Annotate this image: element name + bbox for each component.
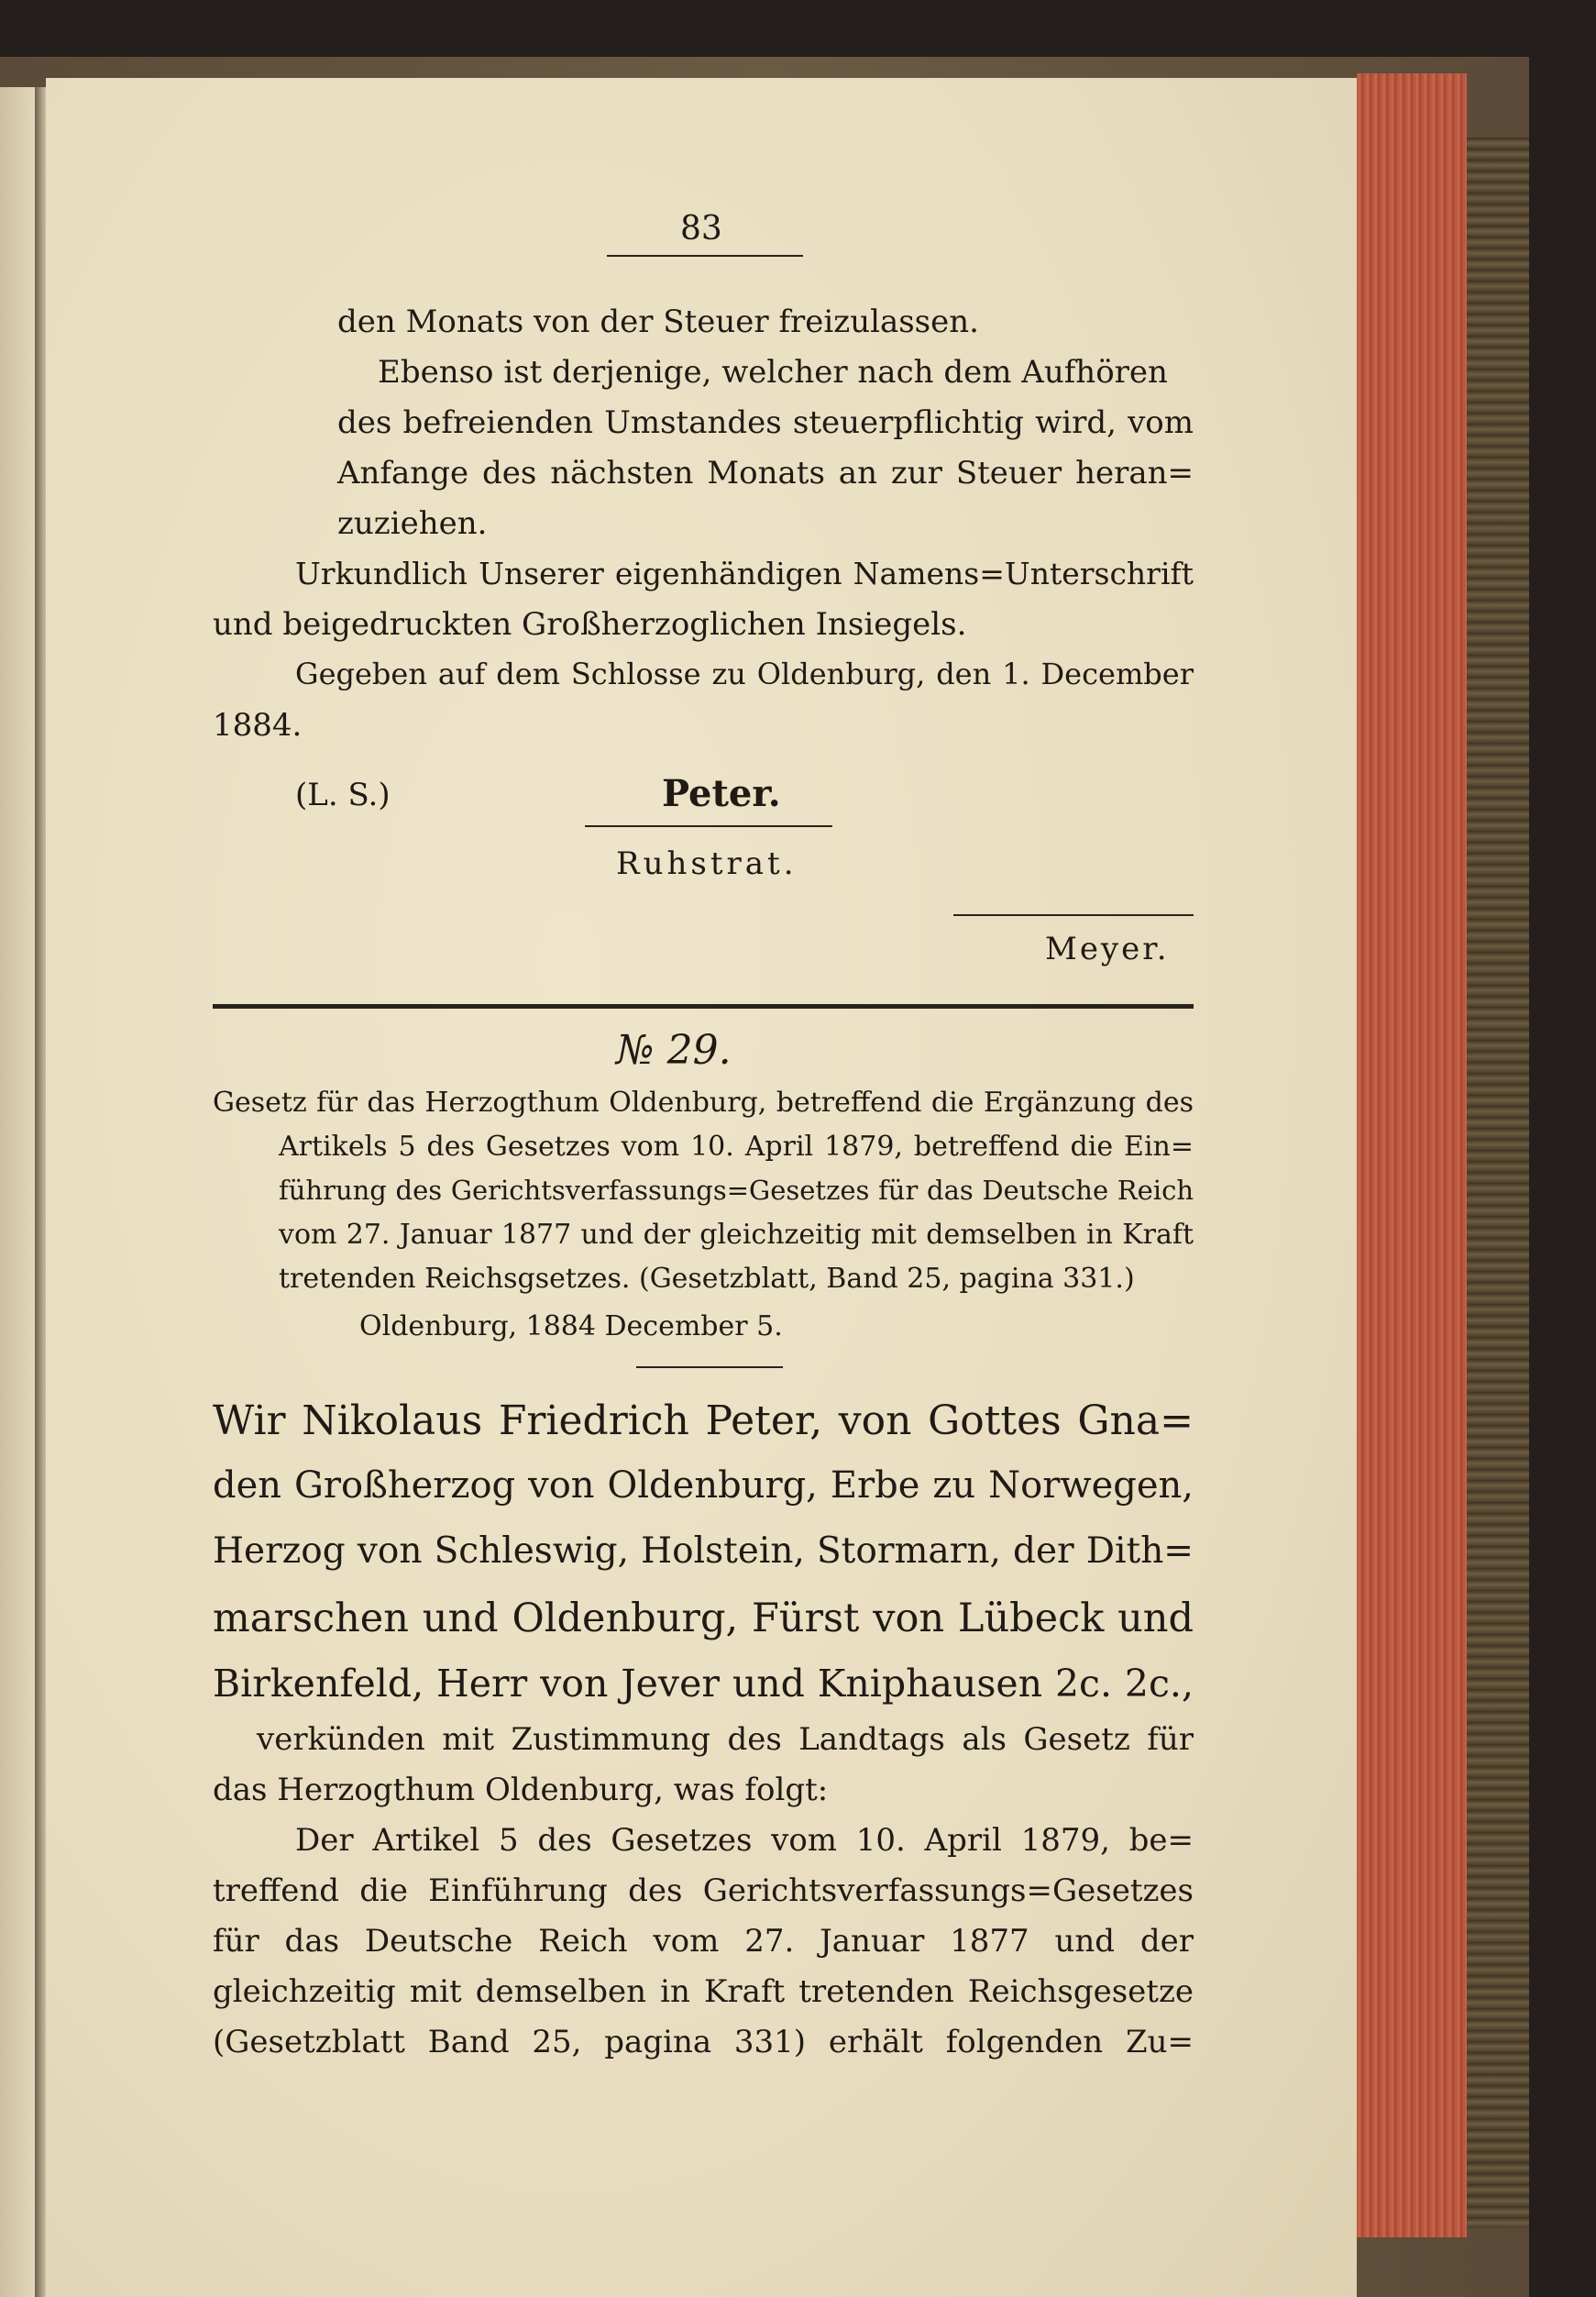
text-line: des befreienden Umstandes steuerpflichtig wird, vom [337, 404, 1194, 441]
intro-line: den Großherzog von Oldenburg, Erbe zu Norwegen, [213, 1464, 1194, 1507]
signature-rule [585, 825, 832, 827]
signature-ruhstrat: Ruhstrat. [616, 845, 798, 882]
date-rule [636, 1366, 783, 1368]
body-line: verkünden mit Zustimmung des Landtags als Gesetz für [257, 1721, 1194, 1758]
signature-meyer: Meyer. [1045, 931, 1170, 967]
body-line: für das Deutsche Reich vom 27. Januar 1877 und der [213, 1923, 1194, 1960]
text-line: zuziehen. [337, 505, 488, 542]
signature-peter: Peter. [662, 772, 781, 815]
intro-line: marschen und Oldenburg, Fürst von Lübeck und [213, 1596, 1194, 1641]
law-number: № 29. [616, 1027, 732, 1074]
summary-line: führung des Gerichtsverfassungs=Gesetzes für das Deutsche Reich [279, 1175, 1194, 1206]
seal-mark: (L. S.) [295, 777, 391, 813]
summary-line: Artikels 5 des Gesetzes vom 10. April 1879, betreffend die Ein= [279, 1131, 1194, 1163]
body-line: (Gesetzblatt Band 25, pagina 331) erhält folgenden Zu= [213, 2024, 1194, 2060]
text-line: Gegeben auf dem Schlosse zu Oldenburg, den 1. December [295, 657, 1194, 691]
intro-line: Wir Nikolaus Friedrich Peter, von Gottes Gna= [213, 1397, 1194, 1444]
page-edges [1357, 73, 1467, 2237]
text-line: und beigedruckten Großherzoglichen Insiegels. [213, 606, 967, 643]
body-line: treffend die Einführung des Gerichtsverfassungs=Gesetzes [213, 1872, 1194, 1909]
page-number: 83 [680, 210, 722, 248]
text-line: Ebenso ist derjenige, welcher nach dem Aufhören [378, 354, 1168, 391]
body-line: das Herzogthum Oldenburg, was folgt: [213, 1772, 829, 1808]
signature-rule [953, 914, 1194, 916]
text-line: den Monats von der Steuer freizulassen. [337, 304, 979, 340]
body-line: Der Artikel 5 des Gesetzes vom 10. April 1879, be= [295, 1822, 1194, 1859]
intro-line: Birkenfeld, Herr von Jever und Kniphausen 2c. 2c., [213, 1662, 1194, 1706]
section-divider [213, 1004, 1194, 1009]
text-line: 1884. [213, 707, 303, 744]
text-line: Urkundlich Unserer eigenhändigen Namens=Unterschrift [295, 556, 1194, 591]
intro-line: Herzog von Schleswig, Holstein, Stormarn, der Dith= [213, 1530, 1194, 1572]
page-number-rule [607, 255, 803, 257]
body-line: gleichzeitig mit demselben in Kraft tretenden Reichsgesetze [213, 1973, 1194, 2010]
text-line: Anfange des nächsten Monats an zur Steuer heran= [337, 455, 1194, 491]
date-line: Oldenburg, 1884 December 5. [359, 1310, 783, 1342]
summary-line: Gesetz für das Herzogthum Oldenburg, betreffend die Ergänzung des [213, 1087, 1194, 1119]
summary-line: vom 27. Januar 1877 und der gleichzeitig mit demselben in Kraft [279, 1219, 1194, 1251]
book-spine-edge [1467, 138, 1529, 2228]
left-page-edge [0, 87, 37, 2297]
summary-line: tretenden Reichsgsetzes. (Gesetzblatt, Band 25, pagina 331.) [279, 1263, 1135, 1295]
